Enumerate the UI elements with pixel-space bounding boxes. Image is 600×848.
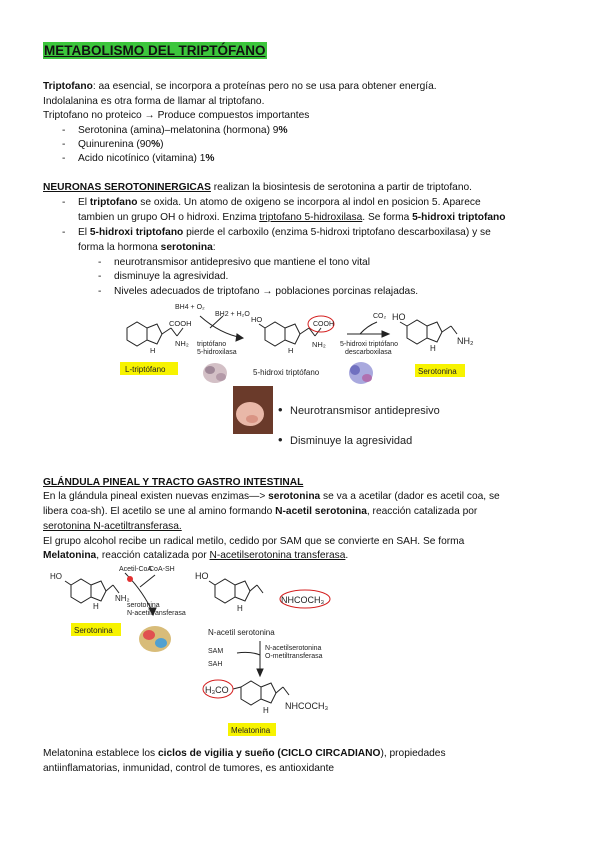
- co2-label: CO₂: [373, 313, 387, 320]
- intro-dash: -: [62, 139, 66, 150]
- neuronas-subdash: -: [98, 257, 102, 268]
- h3co-label: H₃CO: [205, 685, 229, 695]
- bullet-dot: •: [278, 402, 283, 417]
- enzyme-structure-image: [139, 626, 171, 652]
- sah-label: SAH: [208, 661, 223, 668]
- intro-dash: -: [62, 125, 66, 136]
- nh2-label: NH₂: [312, 340, 326, 349]
- enzyme-4: N-acetilserotonina: [265, 645, 322, 652]
- enzyme-structure-image: [203, 363, 227, 383]
- cofactor-2: BH2 + H₂O: [215, 311, 250, 318]
- neuronas-sub-3: Niveles adecuados de triptofano → poblaciones porcinas relajadas.: [114, 286, 419, 297]
- figure-bullet-2: Disminuye la agresividad: [290, 435, 413, 447]
- figure-bullet-1: Neurotransmisor antidepresivo: [290, 405, 440, 417]
- label-5htp: 5-hidroxi triptófano: [253, 368, 320, 377]
- label-n-acetil-serotonina: N-acetil serotonina: [208, 628, 275, 637]
- nh-label: H: [288, 346, 294, 355]
- enzyme-1: triptófano: [197, 341, 227, 348]
- pineal-line-5: Melatonina, reacción catalizada por N-acetilserotonina transferasa.: [43, 550, 349, 561]
- enzyme-3: N-acetiltransferasa: [127, 610, 186, 617]
- intro-item-3: Acido nicotínico (vitamina) 1%: [78, 153, 215, 164]
- neuronas-subdash: -: [98, 286, 102, 297]
- label-melatonina: Melatonina: [231, 726, 271, 735]
- neuronas-bullet-1: El triptofano se oxida. Un atomo de oxigeno se incorpora al indol en posicion 5. Aparece: [78, 197, 481, 208]
- pineal-line-4: El grupo alcohol recibe un radical metilo, cedido por SAM que se convierte en SAH. Se forma: [43, 536, 465, 547]
- intro-item-2: Quinurenina (90%): [78, 139, 164, 150]
- neuronas-sub-1: neurotransmisor antidepresivo que mantiene el tono vital: [114, 257, 370, 268]
- closing-line-1: Melatonina establece los ciclos de vigilia y sueño (CICLO CIRCADIANO), propiedades: [43, 748, 446, 759]
- label-l-triptofano: L-triptófano: [125, 365, 166, 374]
- pineal-line-2: libera coa-sh). El acetilo se une al amino formando N-acetil serotonina, reacción catalizada por: [43, 506, 478, 517]
- ho-label: HO: [50, 572, 62, 581]
- nh2-label: NH₂: [175, 339, 189, 348]
- enzyme-2: 5-hidroxi triptófano: [340, 341, 398, 348]
- enzyme-2: descarboxilasa: [345, 349, 392, 356]
- neuronas-subdash: -: [98, 271, 102, 282]
- neuronas-dash: -: [62, 227, 66, 238]
- label-serotonina: Serotonina: [418, 367, 457, 376]
- bullet-dot: •: [278, 432, 283, 447]
- neuronas-bullet-2: El 5-hidroxi triptofano pierde el carboxilo (enzima 5-hidroxi triptofano descarboxilasa) y se: [78, 227, 491, 238]
- nh-label: H: [237, 604, 243, 613]
- acetilcoa-label: Acetil-CoA: [119, 566, 153, 573]
- nh-label: H: [430, 344, 436, 353]
- intro-line-1: Triptofano: aa esencial, se incorpora a proteínas pero no se usa para obtener energía.: [43, 81, 437, 92]
- pineal-line-1: En la glándula pineal existen nuevas enzimas—> serotonina se va a acetilar (dador es acetil coa, se: [43, 491, 500, 502]
- serotonin-pathway-figure: [115, 298, 480, 456]
- closing-line-2: antiinflamatorias, inmunidad, control de tumores, es antioxidante: [43, 763, 335, 774]
- nhcoch3-label: NHCOCH₃: [285, 701, 329, 711]
- melatonin-pathway-figure: [45, 563, 375, 743]
- cooh-label: COOH: [169, 319, 192, 328]
- cooh-circled: COOH: [313, 321, 334, 328]
- neuronas-bullet-2-cont: forma la hormona serotonina:: [78, 242, 216, 253]
- coash-label: CoA-SH: [149, 566, 175, 573]
- ho-label: HO: [251, 315, 263, 324]
- neuronas-dash: -: [62, 197, 66, 208]
- cursor-dot: [127, 576, 133, 582]
- nh-label: H: [263, 706, 269, 715]
- enzyme-structure-image: [349, 362, 373, 384]
- nh2-label: NH₂: [457, 336, 474, 346]
- nh2-label: NH₂: [115, 594, 130, 603]
- pig-photo: [233, 386, 273, 434]
- nh-label: H: [150, 346, 156, 355]
- intro-dash: -: [62, 153, 66, 164]
- intro-line-3: Triptofano no proteico → Produce compuestos importantes: [43, 110, 310, 121]
- sam-label: SAM: [208, 648, 224, 655]
- pineal-line-3: serotonina N-acetiltransferasa.: [43, 521, 182, 532]
- enzyme-4: O-metiltransferasa: [265, 653, 323, 660]
- enzyme-1: 5-hidroxilasa: [197, 349, 237, 356]
- ho-label: HO: [392, 312, 406, 322]
- neuronas-heading: NEURONAS SEROTONINERGICAS realizan la biosintesis de serotonina a partir de triptofano.: [43, 182, 473, 193]
- label-serotonina: Serotonina: [74, 626, 113, 635]
- neuronas-bullet-1-cont: tambien un grupo OH o hidroxi. Enzima triptofano 5-hidroxilasa. Se forma 5-hidroxi triptofano: [78, 212, 506, 223]
- enzyme-3: serotonina: [127, 602, 160, 609]
- ho-label: HO: [195, 571, 209, 581]
- intro-item-1: Serotonina (amina)–melatonina (hormona) 9%: [78, 125, 288, 136]
- page-title: METABOLISMO DEL TRIPTÓFANO: [44, 43, 266, 58]
- intro-line-2: Indolalanina es otra forma de llamar al triptofano.: [43, 96, 265, 107]
- nhcoch3-label: NHCOCH₃: [281, 595, 325, 605]
- cofactor-1: BH4 + O₂: [175, 304, 205, 311]
- pineal-heading: GLÁNDULA PINEAL Y TRACTO GASTRO INTESTINAL: [43, 477, 304, 488]
- neuronas-sub-2: disminuye la agresividad.: [114, 271, 229, 282]
- nh-label: H: [93, 602, 99, 611]
